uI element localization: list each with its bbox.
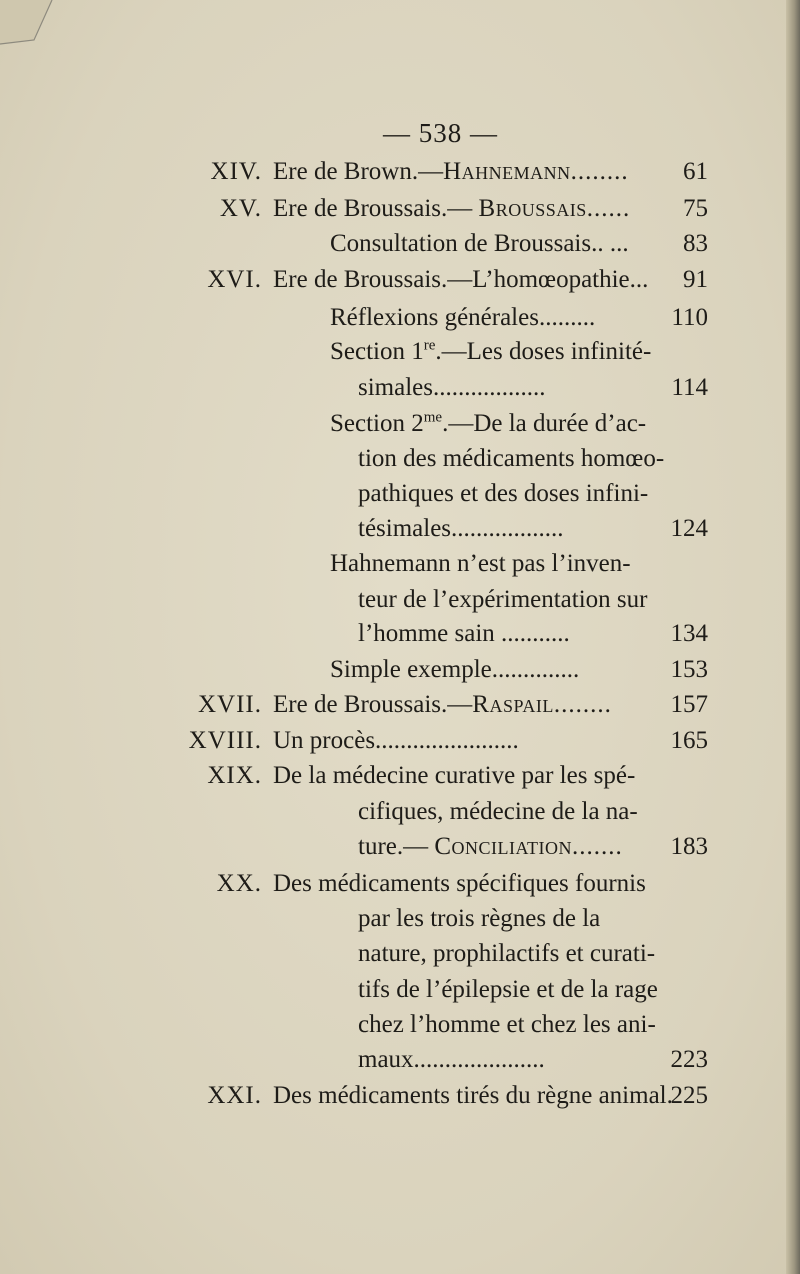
chapter-number: XV. [219,195,262,222]
torn-corner-mark [0,0,60,50]
entry-page: 157 [670,691,708,718]
toc-entry [0,410,800,450]
entry-page: 223 [670,1046,708,1073]
entry-title: nature, prophilactifs et curati- [358,940,656,967]
toc-entry [0,1046,800,1086]
entry-page: 110 [671,304,708,331]
chapter-number: XVII. [197,691,262,718]
entry-title: l’homme sain ........... [358,620,570,647]
entry-page: 225 [670,1082,708,1109]
entry-page: 183 [670,833,708,860]
toc-entry [0,195,800,235]
entry-title: Ere de Broussais.—Raspail........ [273,691,612,718]
toc-entry [0,905,800,945]
entry-page: 153 [670,656,708,683]
entry-title: Ere de Brown.—Hahnemann........ [273,158,629,185]
entry-title: Section 1re.—Les doses infinité- [330,337,652,365]
entry-page: 83 [683,230,708,257]
entry-title: Des médicaments spécifiques fournis [273,870,646,897]
toc-entry [0,515,800,555]
book-page: — 538 — XIV. Ere de Brown.—Hahnemann........ 61 XV. Ere de Broussais.— Broussais...... 75 Consultation de Broussais.. ... 83 XVI. Ere de Broussais.—L’homœopathie... 91 Réflexions générales......... 110 Section 1re.—Les doses infinité- simales.................. 114 Section $2^{me}.—De$ la durée d’ac- tion des médicaments homœo- pathiques et des doses infini- tésimales.................. 124 Hahnemann n’est pas l’inven- teur de l’expérimentation sur l’homme sain ........... 134 Simple exemple.............. 153 XVII. Ere de Broussais.—Raspail........ 157 XVIII. Un procès....................... 165 XIX. De la médecine curative par les spé- cifiques, médecine de la na- ture.— Conciliation....... 183 XX. Des médicaments spécifiques fournis par les trois règnes de la nature, prophilactifs et curati- tifs de l’épilepsie et de la rage chez l’homme et chez les ani- maux..................... 223 XXI. Des médicaments tirés du règne animal. 225 [0,0,800,1274]
toc-entry [0,833,800,873]
toc-entry [0,940,800,980]
chapter-number: XXI. [207,1082,262,1109]
entry-page: 114 [671,374,708,401]
entry-title: pathiques et des doses infini- [358,480,649,507]
chapter-number: XX. [216,870,262,897]
entry-page: 124 [670,515,708,542]
chapter-number: XVI. [207,266,262,293]
entry-page: 165 [670,727,708,754]
chapter-number: XIX. [207,762,262,789]
toc-entry [0,691,800,731]
entry-title: Des médicaments tirés du règne animal. [273,1082,673,1109]
entry-title: De la médecine curative par les spé- [273,762,636,789]
entry-title: Ere de Broussais.—L’homœopathie... [273,266,649,293]
entry-title: Hahnemann n’est pas l’inven- [330,550,631,577]
entry-title: Consultation de Broussais.. ... [330,230,629,257]
entry-title: Réflexions générales......... [330,304,596,331]
toc-entry [0,976,800,1016]
toc-entry [0,762,800,802]
toc-entry [0,1082,800,1122]
toc-entry [0,374,800,414]
toc-entry [0,338,800,378]
toc-entry [0,798,800,838]
toc-entry [0,550,800,590]
entry-title: Section $2^{me}.—De$ la durée d’ac- [330,409,647,437]
entry-title: Simple exemple.............. [330,656,580,683]
toc-entry [0,870,800,910]
toc-entry [0,727,800,767]
entry-title: tifs de l’épilepsie et de la rage [358,976,658,1003]
entry-title: tion des médicaments homœo- [358,445,665,472]
entry-title: simales.................. [358,374,546,401]
toc-entry [0,158,800,198]
entry-title: Ere de Broussais.— Broussais...... [273,195,631,222]
entry-title: maux..................... [358,1046,545,1073]
toc-entry [0,1011,800,1051]
entry-title: tésimales.................. [358,515,564,542]
chapter-number: XIV. [210,158,262,185]
toc-entry [0,656,800,696]
entry-page: 61 [683,158,708,185]
entry-page: 75 [683,195,708,222]
entry-page: 91 [683,266,708,293]
toc-entry [0,620,800,660]
toc-entry [0,445,800,485]
entry-page: 134 [670,620,708,647]
entry-title: chez l’homme et chez les ani- [358,1011,656,1038]
toc-entry [0,230,800,270]
entry-title: teur de l’expérimentation sur [358,586,648,613]
entry-title: cifiques, médecine de la na- [358,798,638,825]
entry-title: ture.— Conciliation....... [358,833,623,860]
toc-entry [0,266,800,306]
entry-title: par les trois règnes de la [358,905,601,932]
toc-entry [0,480,800,520]
entry-title: Un procès....................... [273,727,519,754]
chapter-number: XVIII. [188,727,262,754]
